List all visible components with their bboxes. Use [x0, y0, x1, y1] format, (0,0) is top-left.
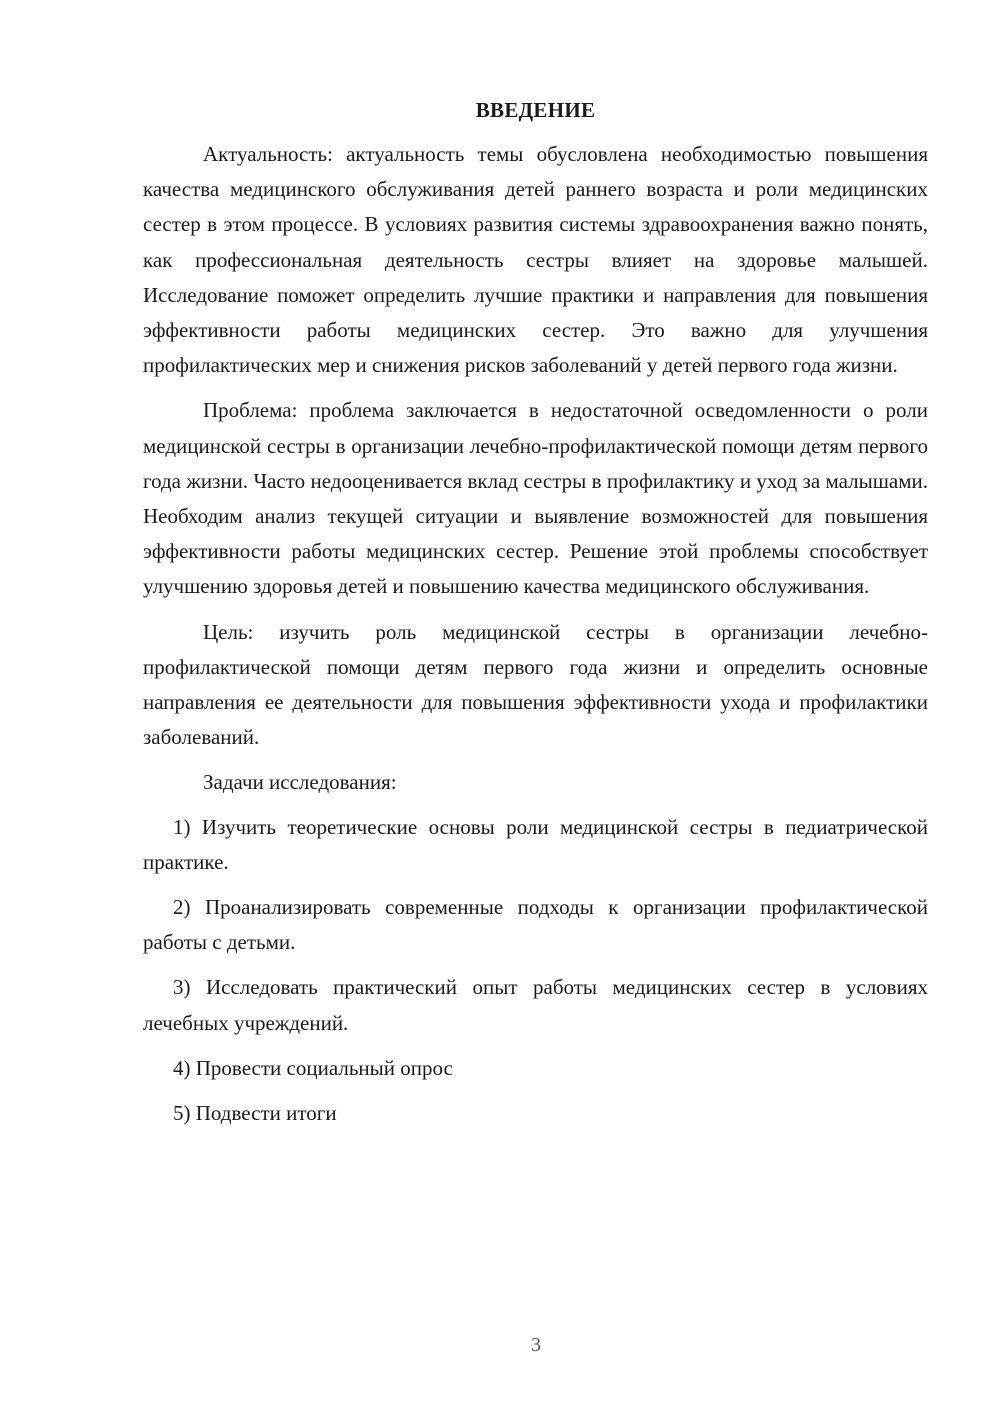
task-item-4: 4) Провести социальный опрос: [173, 1055, 453, 1080]
document-title: ВВЕДЕНИЕ: [475, 98, 596, 122]
tasks-list: [143, 810, 928, 1132]
task-item-2: 2) Проанализировать современные подходы к организации профилактической работы с детьми.: [143, 895, 928, 955]
paragraph-goal: Цель: изучить роль медицинской сестры в организации лечебно-профилактической помощи детям первого года жизни и определить основные направления ее деятельности для повышения эффективности ухода и профилактики заболеваний.: [143, 619, 928, 750]
task-item-5: 5) Подвести итоги: [173, 1101, 337, 1126]
task-item-1: 1) Изучить теоретические основы роли медицинской сестры в педиатрической практике.: [143, 814, 928, 874]
tasks-label: Задачи исследования:: [203, 770, 397, 795]
document-page: [143, 95, 928, 1141]
page-number: 3: [531, 1334, 541, 1356]
paragraph-relevance: Актуальность: актуальность темы обусловлена необходимостью повышения качества медицинского обслуживания детей раннего возраста и роли медицинских сестер в этом процессе. В условиях развития системы здравоохранения важно понять, как профессиональная деятельность сестры влияет на здоровье малышей. Исследование поможет определить лучшие практики и направления для повышения эффективности работы медицинских сестер. Это важно для улучшения профилактических мер и снижения рисков заболеваний у детей первого года жизни.: [143, 142, 928, 378]
task-item-3: 3) Исследовать практический опыт работы медицинских сестер в условиях лечебных учреждений.: [143, 975, 928, 1035]
paragraph-problem: Проблема: проблема заключается в недостаточной осведомленности о роли медицинской сестры в организации лечебно-профилактической помощи детям первого года жизни. Часто недооценивается вклад сестры в профилактику и уход за малышами. Необходим анализ текущей ситуации и выявление возможностей для повышения эффективности работы медицинских сестер. Решение этой проблемы способствует улучшению здоровья детей и повышению качества медицинского обслуживания.: [143, 398, 928, 599]
